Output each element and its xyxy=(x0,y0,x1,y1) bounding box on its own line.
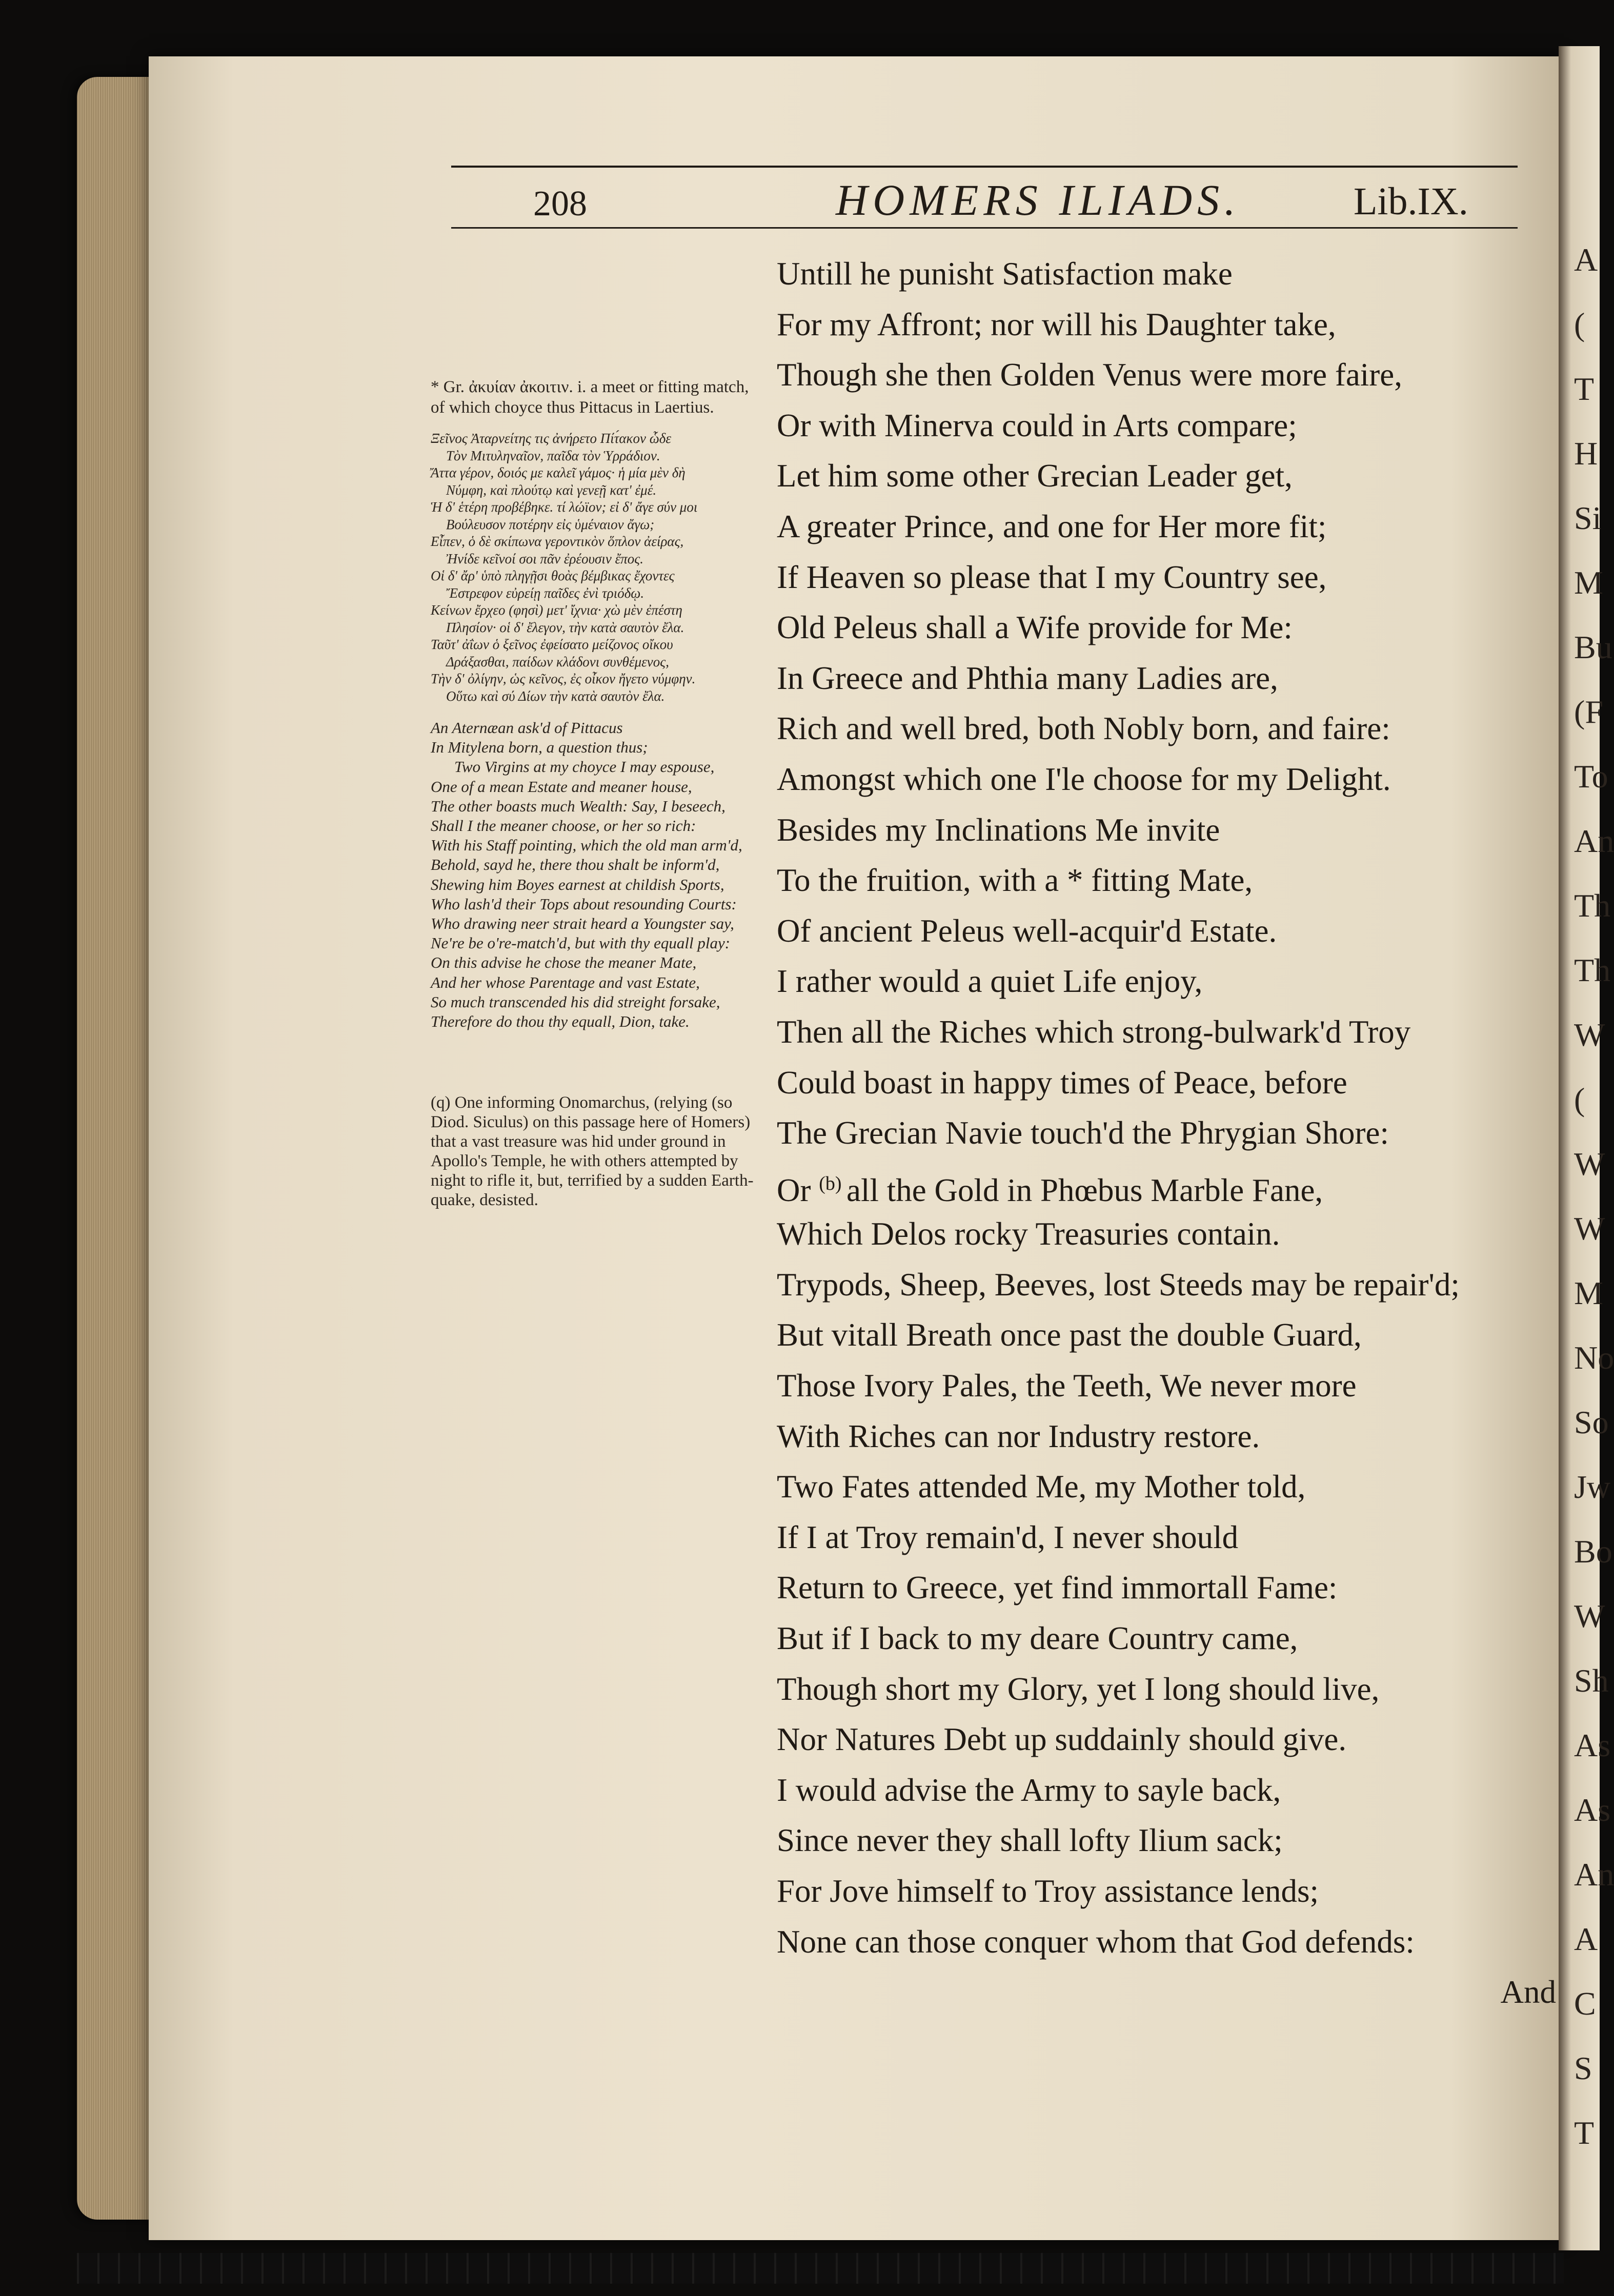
poem-line: An Aternæan ask'd of Pittacus xyxy=(431,719,623,737)
facing-page-letter: No xyxy=(1574,1339,1614,1376)
greek-line: Βούλευσον ποτέρην εἰς ὑμέναιον ἄγω; xyxy=(446,516,655,532)
verse-line: I would advise the Army to sayle back, xyxy=(777,1772,1281,1808)
verse-line: Amongst which one I'le choose for my Delight. xyxy=(777,761,1391,797)
catchword: And xyxy=(1500,1974,1556,2010)
verse-line: Besides my Inclinations Me invite xyxy=(777,811,1220,848)
verse-line: Rich and well bred, both Nobly born, and faire: xyxy=(777,710,1390,747)
verse-line: Nor Natures Debt up suddainly should give. xyxy=(777,1721,1347,1758)
poem-line: Ne're be o're-match'd, but with thy equall play: xyxy=(431,934,731,952)
facing-page-letter: As xyxy=(1574,1792,1611,1828)
verse-line-text: all the Gold in Phœbus Marble Fane, xyxy=(846,1172,1323,1208)
verse-line: The Grecian Navie touch'd the Phrygian Shore: xyxy=(777,1115,1389,1151)
verse-line: With Riches can nor Industry restore. xyxy=(777,1418,1260,1454)
verse-line: A greater Prince, and one for Her more fit; xyxy=(777,508,1327,544)
poem-line: Behold, sayd he, there thou shalt be inform'd, xyxy=(431,856,720,874)
verse-line: If Heaven so please that I my Country see, xyxy=(777,559,1327,595)
poem-line: Shall I the meaner choose, or her so rich: xyxy=(431,817,696,835)
page-edges xyxy=(77,77,159,2220)
verse-line: Return to Greece, yet find immortall Fame: xyxy=(777,1570,1338,1606)
facing-page-letter: Bo xyxy=(1574,1533,1612,1570)
verse-line: To the fruition, with a * fitting Mate, xyxy=(777,862,1253,899)
verse-line xyxy=(777,1159,1561,1209)
facing-page-letter: Th xyxy=(1574,952,1611,988)
greek-line: Ἡ δ' ἑτέρη προβέβηκε. τί λώϊον; εἰ δ' ἄγε σύν μοι xyxy=(431,499,698,515)
facing-page-letter: Sh xyxy=(1574,1662,1609,1699)
facing-page-letter: W xyxy=(1574,1210,1605,1247)
verse-line: Of ancient Peleus well-acquir'd Estate. xyxy=(777,912,1277,949)
greek-line: Τὸν Μιτυληναῖον, παῖδα τὸν Ὑρράδιον. xyxy=(446,448,660,463)
facing-page-letter: ( xyxy=(1574,1081,1585,1117)
page-number: 208 xyxy=(533,184,587,223)
facing-page-letter: To xyxy=(1574,758,1608,795)
verse-line: But vitall Breath once past the double Guard, xyxy=(777,1317,1362,1353)
verse-line: For Jove himself to Troy assistance lends; xyxy=(777,1873,1319,1909)
marginal-notes xyxy=(431,377,764,1210)
greek-line: Ἔστρεφον εὐρείῃ παῖδες ἐνὶ τριόδῳ. xyxy=(446,585,644,601)
facing-page-letter: W xyxy=(1574,1598,1605,1634)
verse-line: Untill he punisht Satisfaction make xyxy=(777,256,1233,292)
facing-page-letter: Bu xyxy=(1574,629,1612,665)
verse-line: Though short my Glory, yet I long should live, xyxy=(777,1671,1380,1707)
greek-line: Κείνων ἔρχεο (φησὶ) μετ' ἴχνια· χὼ μὲν ἐπέστη xyxy=(431,602,682,618)
greek-line: Ταῦτ' ἀΐων ὁ ξεῖνος ἐφείσατο μείζονος οἴκου xyxy=(431,637,673,652)
verse-line: I rather would a quiet Life enjoy, xyxy=(777,963,1203,1000)
verse-line: Which Delos rocky Treasuries contain. xyxy=(777,1216,1280,1252)
marginal-note-a: * Gr. ἀκυίαν ἀκοιτιν. i. a meet or fitting match, of which choyce thus Pittacus in Laertius. xyxy=(431,378,749,417)
verse-line-prefix: Or xyxy=(777,1172,819,1208)
verse-line: Two Fates attended Me, my Mother told, xyxy=(777,1469,1306,1505)
facing-page-letter: M xyxy=(1574,1275,1603,1311)
verse-line: Let him some other Grecian Leader get, xyxy=(777,458,1293,494)
poem-line: Who lash'd their Tops about resounding Courts: xyxy=(431,895,737,913)
scan-ruler xyxy=(77,2253,1564,2284)
book-label: Lib.IX. xyxy=(1354,180,1468,223)
header-rule-top xyxy=(451,166,1518,168)
greek-line: Εἶπεν, ὁ δὲ σκίπωνα γεροντικὸν ὅπλον ἀείρας, xyxy=(431,534,684,549)
verse-line: Or with Minerva could in Arts compare; xyxy=(777,407,1297,443)
facing-page-letter: Si xyxy=(1574,500,1602,536)
poem-line: In Mitylena born, a question thus; xyxy=(431,738,648,757)
facing-page-letter: S xyxy=(1574,2050,1592,2086)
poem-line: Shewing him Boyes earnest at childish Sports, xyxy=(431,875,724,893)
facing-page-letter: ( xyxy=(1574,306,1585,342)
facing-page-letter: C xyxy=(1574,1985,1596,2022)
poem-line: The other boasts much Wealth: Say, I beseech, xyxy=(431,797,725,815)
verse-line: Those Ivory Pales, the Teeth, We never more xyxy=(777,1368,1357,1404)
facing-page-letter: A xyxy=(1574,241,1598,278)
facing-page-letter: A xyxy=(1574,1921,1598,1957)
verse-line: Old Peleus shall a Wife provide for Me: xyxy=(777,609,1293,646)
facing-page-letter: (F xyxy=(1574,694,1603,730)
poem-line: And her whose Parentage and vast Estate, xyxy=(431,973,700,991)
verse-line: Since never they shall lofty Ilium sack; xyxy=(777,1822,1283,1859)
facing-page-letter: An xyxy=(1574,1856,1614,1893)
facing-page-letter: Jw xyxy=(1574,1469,1611,1505)
poem-line: Therefore do thou thy equall, Dion, take. xyxy=(431,1012,690,1031)
greek-line: Πλησίον· οἱ δ' ἔλεγον, τὴν κατὰ σαυτὸν ἔλα. xyxy=(446,619,684,635)
verse-line: Though she then Golden Venus were more faire, xyxy=(777,357,1402,393)
facing-page-letter: An xyxy=(1574,823,1614,859)
running-title: HOMERS ILIADS. xyxy=(836,175,1241,225)
greek-line: Τὴν δ' ὀλίγην, ὡς κεῖνος, ἐς οἶκον ἤγετο νύμφην. xyxy=(431,671,696,686)
verse-column xyxy=(777,249,1561,2018)
facing-page-edge xyxy=(1559,46,1614,2250)
poem-line: With his Staff pointing, which the old man arm'd, xyxy=(431,836,742,855)
facing-page-letter: W xyxy=(1574,1017,1605,1053)
greek-line: Νύμφη, καὶ πλούτῳ καὶ γενεῇ κατ' ἐμέ. xyxy=(446,482,657,498)
greek-line: Οὕτω καὶ σύ Δίων τὴν κατὰ σαυτὸν ἔλα. xyxy=(446,688,665,704)
marginal-note-q: (q) One informing Onomarchus, (relying (so Diod. Siculus) on this passage here of Homers) that a vast treasure was hid under ground in Apollo's Temple, he with others attempted by night to rifle it, but, terrified by a sudden Earth-quake, desisted. xyxy=(431,1093,754,1210)
verse-line: None can those conquer whom that God defends: xyxy=(777,1923,1415,1960)
facing-page-letter: As xyxy=(1574,1727,1611,1763)
poem-line: So much transcended his did streight forsake, xyxy=(431,992,720,1011)
poem-line: One of a mean Estate and meaner house, xyxy=(431,777,692,796)
facing-page-letter: M xyxy=(1574,564,1603,601)
greek-line: Ἄττα γέρον, δοιός με καλεῖ γάμος· ἡ μία μὲν δὴ xyxy=(431,465,685,480)
greek-line: Δράξασθαι, παίδων κλάδονι συνθέμενος, xyxy=(446,654,669,669)
greek-line: Ξεῖνος Ἀταρνείτης τις ἀνήρετο Πίτ́ακον ὧδε xyxy=(431,431,671,446)
verse-line: If I at Troy remain'd, I never should xyxy=(777,1519,1239,1555)
greek-epigram xyxy=(431,430,764,705)
facing-page-letter: So xyxy=(1574,1404,1609,1440)
verse-line: In Greece and Phthia many Ladies are, xyxy=(777,660,1278,696)
poem-line: Two Virgins at my choyce I may espouse, xyxy=(454,758,715,776)
facing-page-letter: Th xyxy=(1574,887,1611,924)
verse-line: Then all the Riches which strong-bulwark'd Troy xyxy=(777,1013,1411,1050)
poem-line: Who drawing neer strait heard a Youngster say, xyxy=(431,915,734,933)
facing-page-letter: W xyxy=(1574,1146,1605,1182)
english-poem xyxy=(431,718,764,1031)
verse-line: For my Affront; nor will his Daughter take, xyxy=(777,306,1336,342)
facing-page-letter: H xyxy=(1574,435,1598,472)
verse-line: But if I back to my deare Country came, xyxy=(777,1620,1298,1657)
verse-line: Could boast in happy times of Peace, before xyxy=(777,1064,1347,1101)
facing-page-letter: T xyxy=(1574,2115,1595,2151)
verse-line: Trypods, Sheep, Beeves, lost Steeds may be repair'd; xyxy=(777,1266,1460,1303)
header-rule-bottom xyxy=(451,227,1518,229)
greek-line: Ἠνίδε κεῖνοί σοι πᾶν ἐρέουσιν ἔπος. xyxy=(446,551,643,566)
facing-page-letter: T xyxy=(1574,371,1595,407)
note-reference: (b) xyxy=(819,1172,847,1194)
poem-line: On this advise he chose the meaner Mate, xyxy=(431,953,697,972)
greek-line: Οἱ δ' ἄρ' ὑπὸ πληγῇσι θοὰς βέμβικας ἔχοντες xyxy=(431,568,675,583)
